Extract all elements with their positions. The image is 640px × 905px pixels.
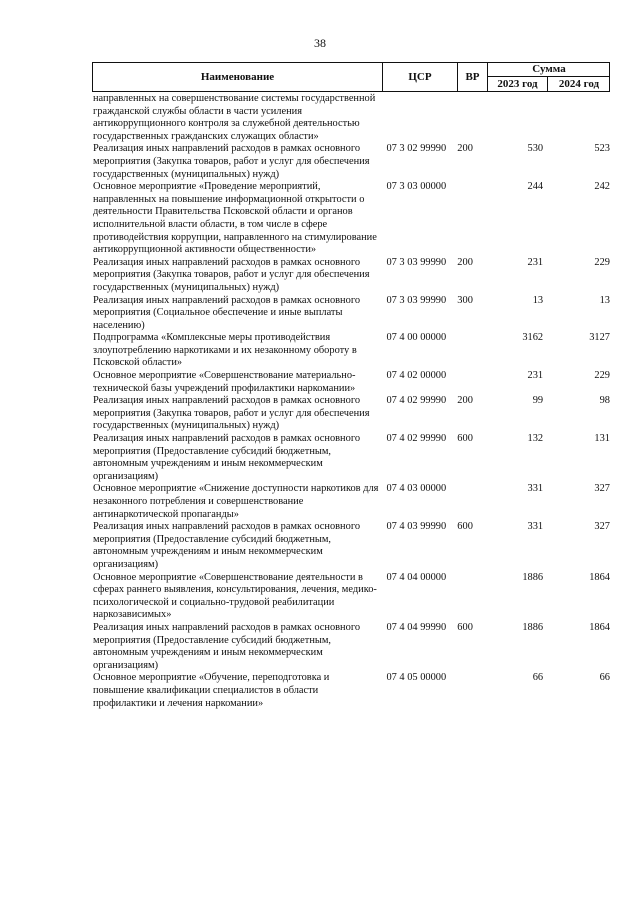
table-row — [92, 395, 610, 433]
row-csr: 07 4 02 99990 — [386, 395, 447, 407]
table-body — [92, 93, 610, 710]
row-csr: 07 3 03 99990 — [386, 256, 447, 268]
row-sum-2023: 331 — [527, 483, 544, 495]
row-sum-2024: 327 — [594, 483, 610, 495]
row-vr: 200 — [457, 256, 473, 268]
row-sum-2023: 66 — [532, 672, 544, 684]
table-row — [92, 521, 610, 571]
row-vr: 600 — [457, 433, 473, 445]
row-vr: 600 — [457, 521, 473, 533]
row-csr: 07 3 03 00000 — [386, 181, 447, 193]
row-name: Реализация иных направлений расходов в рамках основного мероприятия (Закупка товаров, работ и услуг для обеспечения государственных (муниципальных) нужд) — [93, 395, 370, 432]
table-row — [92, 622, 610, 672]
row-sum-2024: 229 — [594, 256, 610, 268]
row-csr: 07 4 02 00000 — [386, 370, 447, 382]
table-row — [92, 143, 610, 181]
row-name: Реализация иных направлений расходов в рамках основного мероприятия (Предоставление субсидий бюджетным, автономным учреждениям и иным некоммерческим организациям) — [93, 433, 361, 482]
row-sum-2023: 13 — [532, 294, 544, 306]
row-csr: 07 3 02 99990 — [386, 143, 447, 155]
table-row — [92, 370, 610, 395]
header-name: Наименование — [93, 63, 383, 91]
row-sum-2024: 66 — [599, 672, 610, 684]
table-row — [92, 483, 610, 521]
row-sum-2024: 1864 — [589, 621, 610, 633]
table-row — [92, 672, 610, 710]
row-sum-2023: 244 — [527, 181, 544, 193]
row-name: Реализация иных направлений расходов в рамках основного мероприятия (Социальное обеспечение и иные выплаты населению) — [93, 294, 361, 331]
row-sum-2024: 242 — [594, 181, 610, 193]
row-sum-2023: 231 — [527, 370, 544, 382]
row-vr — [457, 370, 487, 395]
table-row — [92, 93, 610, 143]
row-csr: 07 4 00 00000 — [386, 332, 447, 344]
table-row — [92, 433, 610, 483]
table-row — [92, 332, 610, 370]
row-sum-2023: 231 — [527, 256, 544, 268]
table-row — [92, 295, 610, 333]
row-sum-2023: 1886 — [522, 571, 544, 583]
header-sum: Сумма — [488, 63, 610, 77]
row-csr: 07 4 05 00000 — [386, 672, 447, 684]
table-row — [92, 572, 610, 622]
row-name: Основное мероприятие «Снижение доступности наркотиков для незаконного потребления и совершенствование антинаркотической пропаганды» — [93, 483, 379, 520]
row-sum-2024: 229 — [594, 370, 610, 382]
row-name: Подпрограмма «Комплексные меры противодействия злоупотреблению наркотиками и их незаконному обороту в Псковской области» — [93, 332, 357, 369]
row-vr — [457, 332, 487, 370]
row-csr — [380, 93, 457, 143]
row-sum-2024: 327 — [594, 521, 610, 533]
header-vr: ВР — [458, 63, 488, 91]
row-sum-2023: 530 — [527, 143, 544, 155]
header-csr: ЦСР — [383, 63, 458, 91]
row-sum-2024: 1864 — [589, 571, 610, 583]
row-name: Основное мероприятие «Проведение мероприятий, направленных на повышение информационной открытости о деятельности Правительства Псковской области и органов исполнительной власти области, в том числе в сфере противодействия коррупции, направленного на стимулирование антикоррупционной активности общественности» — [93, 181, 377, 256]
row-csr: 07 4 03 99990 — [386, 521, 447, 533]
row-sum-2023: 132 — [527, 433, 544, 445]
row-vr — [457, 93, 487, 143]
row-sum-2023: 331 — [527, 521, 544, 533]
row-vr — [457, 572, 487, 622]
header-year-2024: 2024 год — [558, 78, 600, 90]
header-year-2023: 2023 год — [488, 77, 548, 91]
row-sum-2024: 3127 — [589, 332, 610, 344]
row-vr: 200 — [457, 395, 473, 407]
row-sum-2024: 13 — [599, 294, 610, 306]
row-name: Реализация иных направлений расходов в рамках основного мероприятия (Закупка товаров, работ и услуг для обеспечения государственных (муниципальных) нужд) — [93, 256, 370, 293]
row-name: Основное мероприятие «Совершенствование материально-технической базы учреждений профилактики наркомании» — [93, 370, 356, 394]
row-csr: 07 4 02 99990 — [386, 433, 447, 445]
table-row — [92, 181, 610, 257]
table-header — [92, 62, 610, 92]
row-name: Основное мероприятие «Совершенствование деятельности в сферах раннего выявления, консультирования, лечения, медико-психологической и социально-трудовой реабилитации наркозависимых» — [93, 571, 377, 621]
table-row — [92, 257, 610, 295]
row-vr: 300 — [457, 294, 473, 306]
row-sum-2024 — [547, 93, 610, 143]
row-sum-2023 — [487, 93, 547, 143]
row-sum-2024: 98 — [599, 395, 610, 407]
row-csr: 07 3 03 99990 — [386, 294, 447, 306]
row-name: направленных на совершенствование системы государственной гражданской службы области в части усиления антикоррупционного контроля за служебной деятельностью государственных гражданских служащих области» — [93, 93, 376, 142]
row-vr — [457, 483, 487, 521]
row-sum-2023: 99 — [532, 395, 544, 407]
row-name: Основное мероприятие «Обучение, переподготовка и повышение квалификации специалистов в области профилактики и лечения наркомании» — [93, 672, 330, 709]
row-vr — [457, 181, 487, 257]
row-sum-2024: 523 — [594, 143, 610, 155]
row-vr: 600 — [457, 621, 473, 633]
row-name: Реализация иных направлений расходов в рамках основного мероприятия (Закупка товаров, работ и услуг для обеспечения государственных (муниципальных) нужд) — [93, 143, 370, 180]
row-vr: 200 — [457, 143, 473, 155]
row-csr: 07 4 04 00000 — [386, 571, 447, 583]
row-name: Реализация иных направлений расходов в рамках основного мероприятия (Предоставление субсидий бюджетным, автономным учреждениям и иным некоммерческим организациям) — [93, 521, 361, 570]
row-vr — [457, 672, 487, 710]
page-number: 38 — [314, 36, 326, 50]
row-name: Реализация иных направлений расходов в рамках основного мероприятия (Предоставление субсидий бюджетным, автономным учреждениям и иным некоммерческим организациям) — [93, 621, 361, 671]
row-sum-2023: 1886 — [522, 621, 544, 633]
row-sum-2023: 3162 — [522, 332, 544, 344]
row-csr: 07 4 04 99990 — [386, 621, 447, 633]
row-csr: 07 4 03 00000 — [386, 483, 447, 495]
row-sum-2024: 131 — [594, 433, 610, 445]
